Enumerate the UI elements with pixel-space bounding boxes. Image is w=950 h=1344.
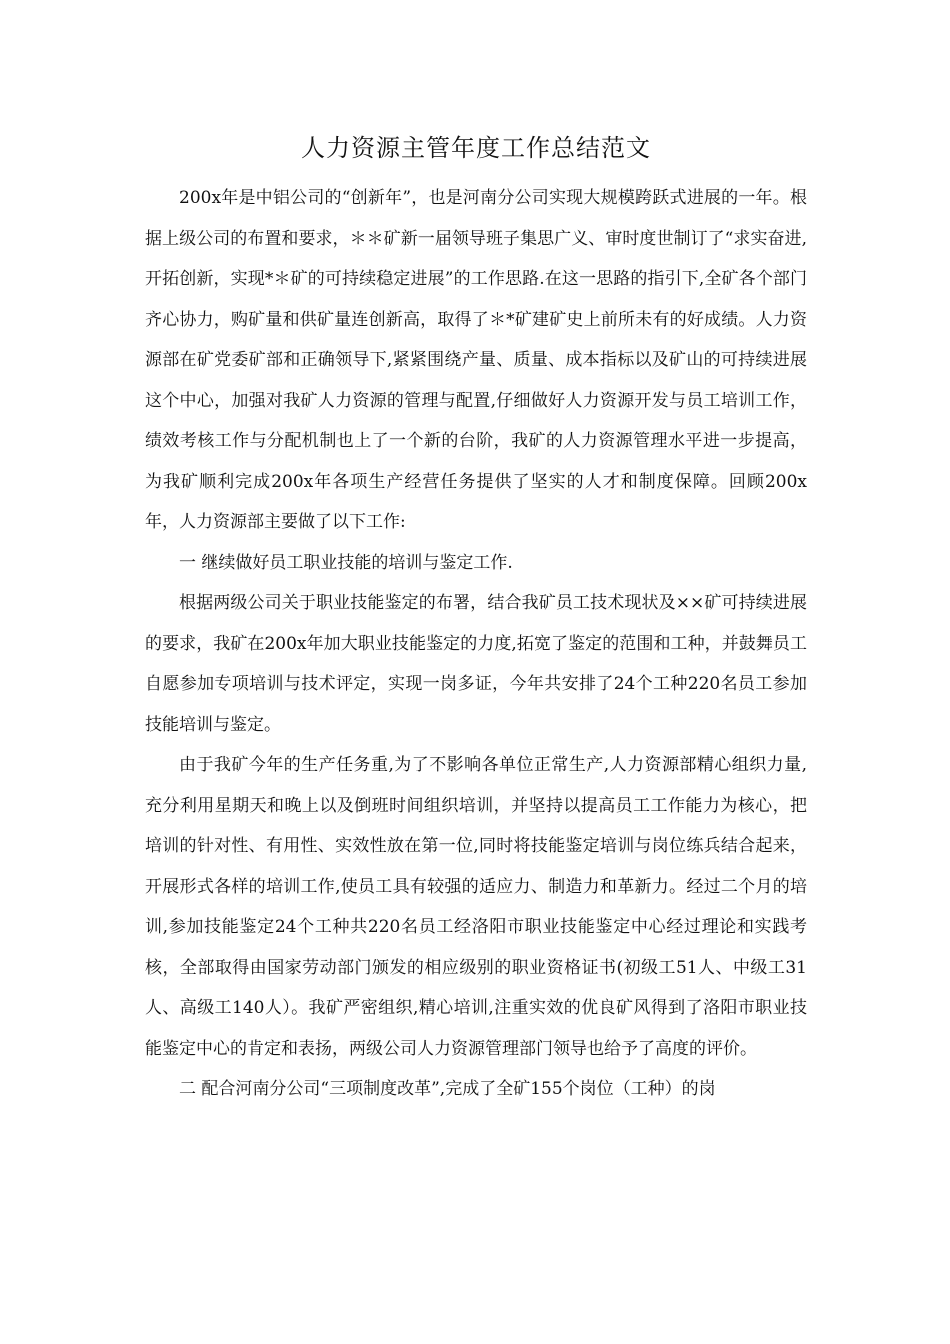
document-page	[145, 128, 807, 1110]
paragraph-skill-appraisal: 根据两级公司关于职业技能鉴定的布署，结合我矿员工技术现状及××矿可持续进展的要求，我矿在200x年加大职业技能鉴定的力度,拓宽了鉴定的范围和工种，并鼓舞员工自愿参加专项培训与技术评定，实现一岗多证，今年共安排了24个工种220名员工参加技能培训与鉴定。	[145, 593, 807, 735]
section-heading-1: 一 继续做好员工职业技能的培训与鉴定工作.	[179, 552, 513, 573]
paragraph-intro: 200x年是中铝公司的“创新年”，也是河南分公司实现大规模跨跃式进展的一年。根据上级公司的布置和要求，＊＊矿新一届领导班子集思广义、审时度世制订了“求实奋进,开拓创新，实现*＊矿的可持续稳定进展”的工作思路.在这一思路的指引下,全矿各个部门齐心协力，购矿量和供矿量连创新高，取得了＊*矿建矿史上前所未有的好成绩。人力资源部在矿党委矿部和正确领导下,紧紧围绕产量、质量、成本指标以及矿山的可持续进展这个中心，加强对我矿人力资源的管理与配置,仔细做好人力资源开发与员工培训工作，绩效考核工作与分配机制也上了一个新的台阶，我矿的人力资源管理水平进一步提高，为我矿顺利完成200x年各项生产经营任务提供了坚实的人才和制度保障。回顾200x年，人力资源部主要做了以下工作:	[145, 188, 807, 532]
document-title: 人力资源主管年度工作总结范文	[301, 134, 651, 162]
paragraph-training: 由于我矿今年的生产任务重,为了不影响各单位正常生产,人力资源部精心组织力量,充分利用星期天和晚上以及倒班时间组织培训，并坚持以提高员工工作能力为核心，把培训的针对性、有用性、实效性放在第一位,同时将技能鉴定培训与岗位练兵结合起来，开展形式各样的培训工作,使员工具有较强的适应力、制造力和革新力。经过二个月的培训,参加技能鉴定24个工种共220名员工经洛阳市职业技能鉴定中心经过理论和实践考核，全部取得由国家劳动部门颁发的相应级别的职业资格证书(初级工51人、中级工31人、高级工140人）。我矿严密组织,精心培训,注重实效的优良矿风得到了洛阳市职业技能鉴定中心的肯定和表扬，两级公司人力资源管理部门领导也给予了高度的评价。	[145, 755, 807, 1059]
section-heading-2: 二 配合河南分公司“三项制度改革”,完成了全矿155个岗位（工种）的岗	[179, 1079, 716, 1099]
